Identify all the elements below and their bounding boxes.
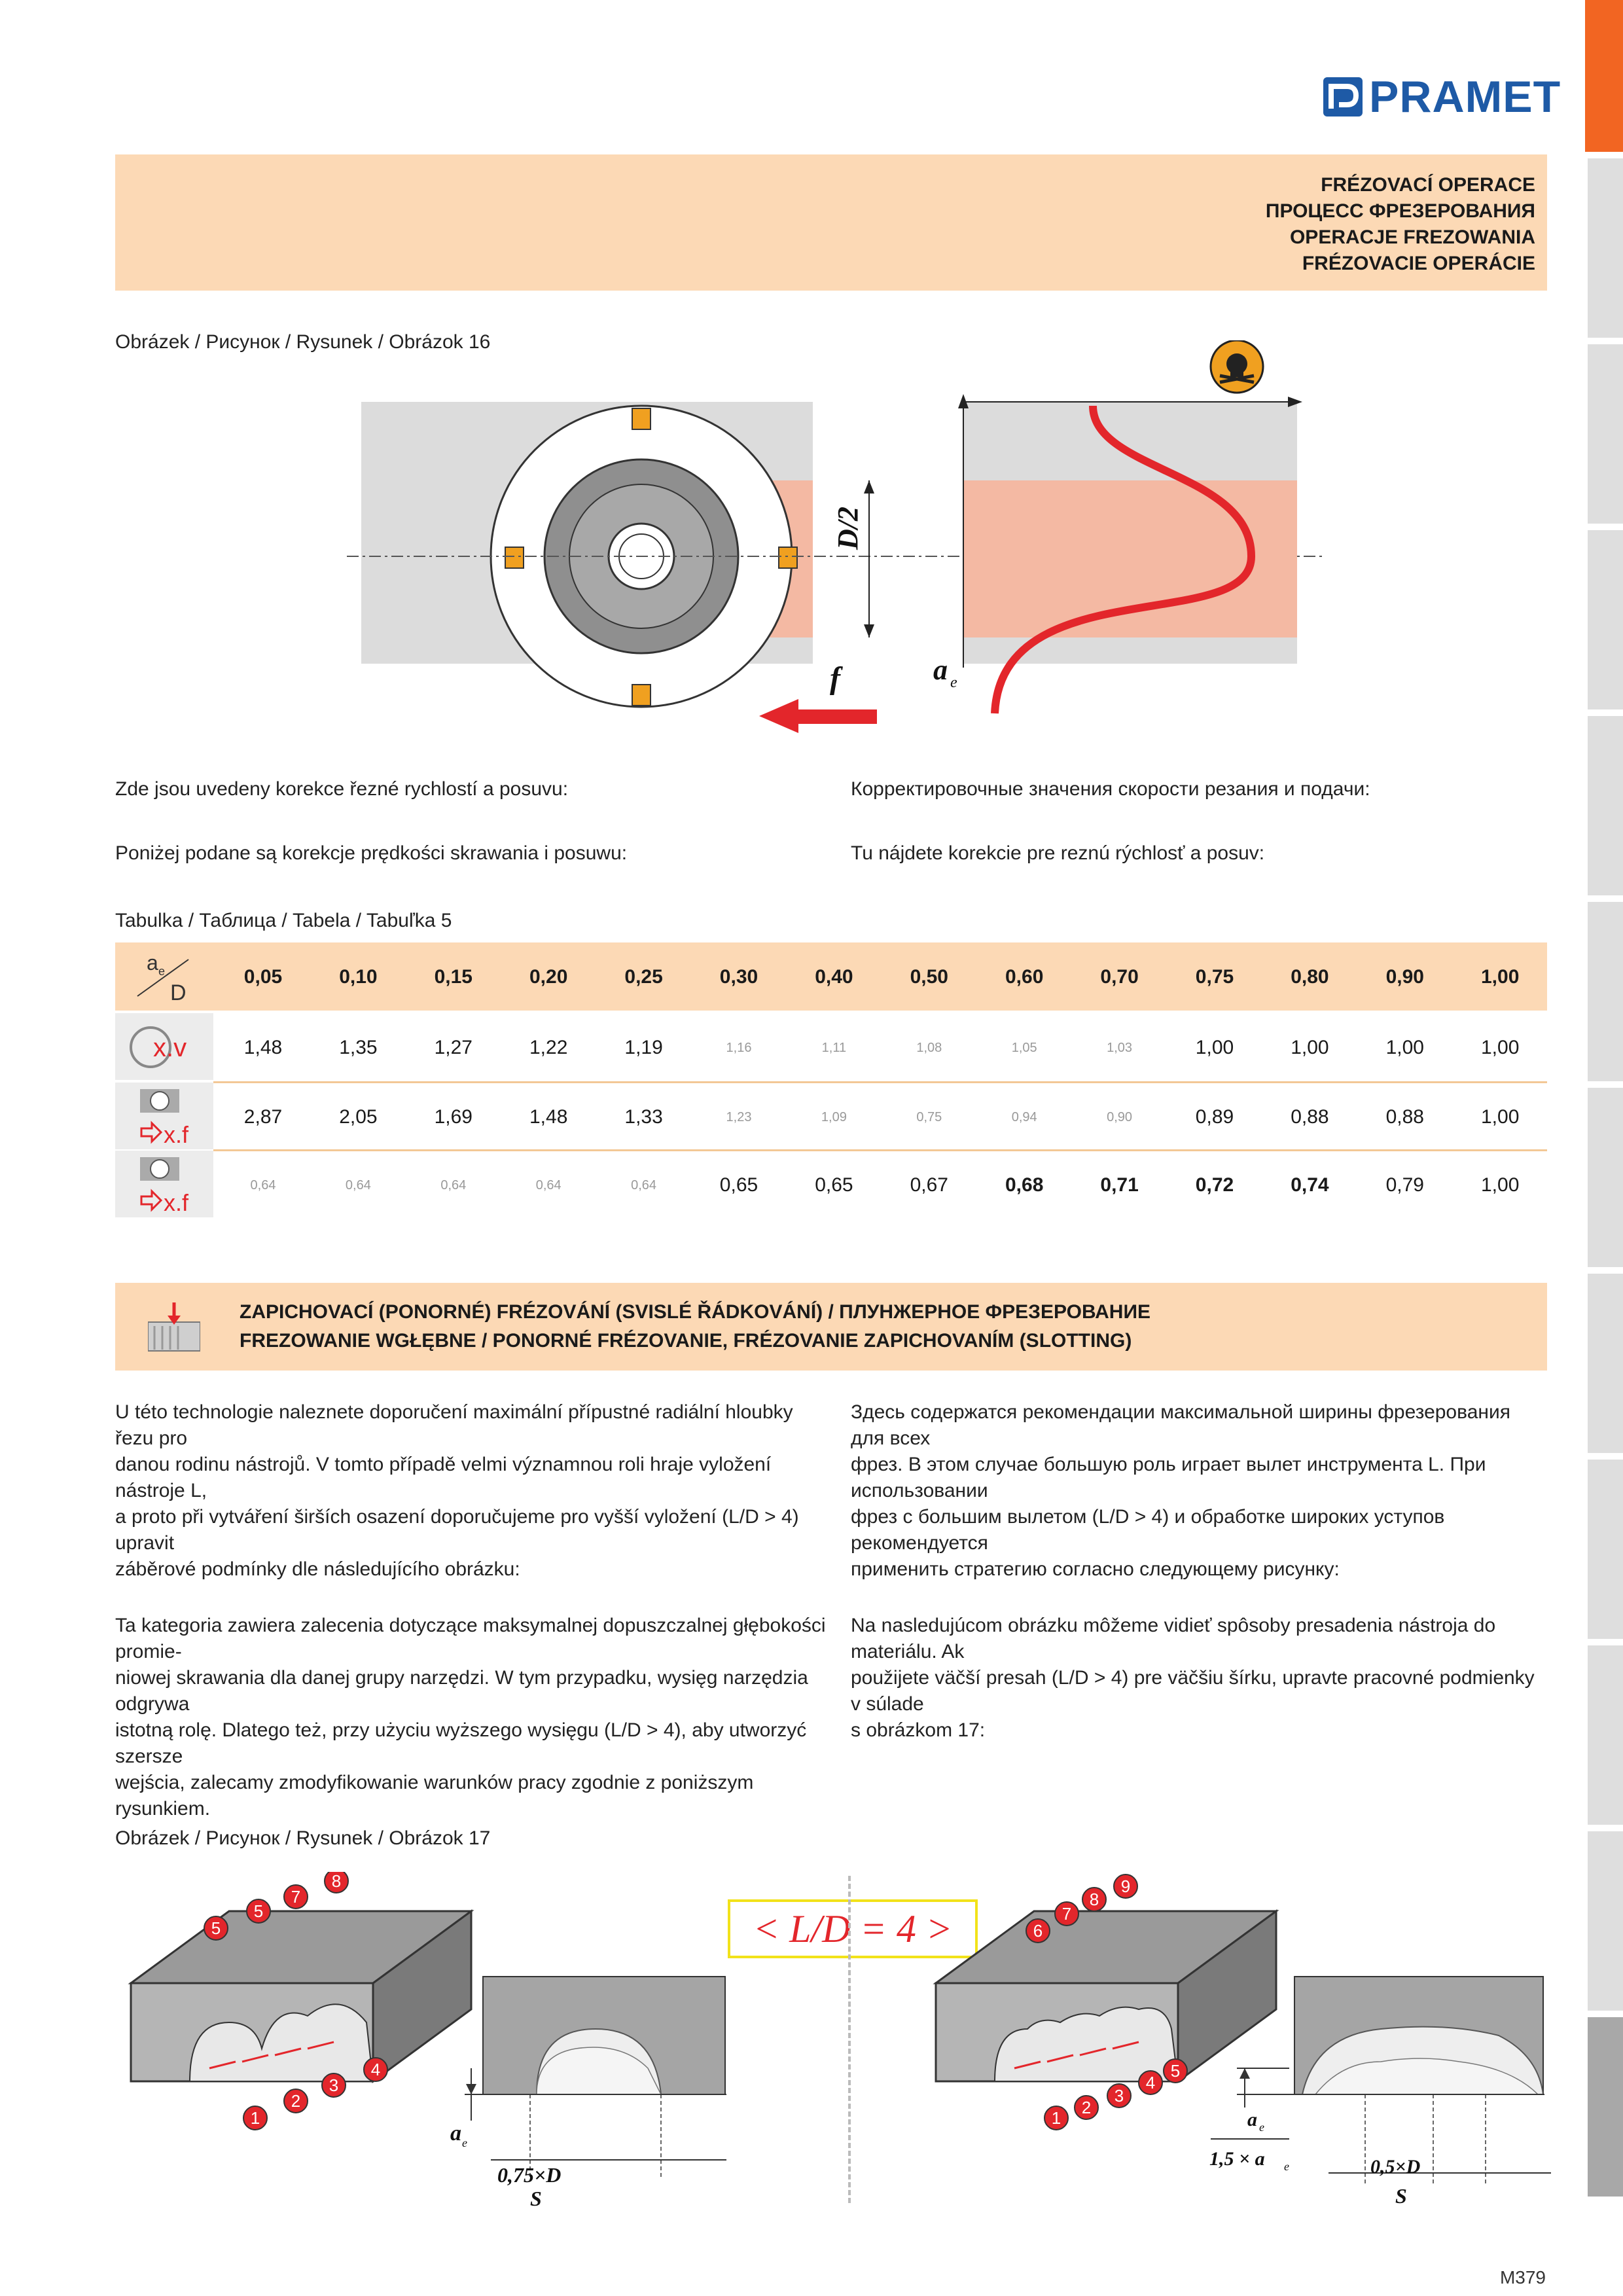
table-cell: 1,09 (821, 1110, 847, 1124)
column-header: 0,40 (815, 966, 853, 988)
section-title-2: FREZOWANIE WGŁĘBNE / PONORNÉ FRÉZOVANIE, FRÉZOVANIE ZAPICHOVANÍM (SLOTTING) (240, 1330, 1132, 1352)
paragraph-sk-line: použijete väčší presah (L/D > 4) pre väčšiu šírku, upravte pracovné podmienky v súlade (851, 1667, 1535, 1715)
table-cell: 0,90 (1107, 1110, 1133, 1124)
feed-correction-label: x.f (164, 1189, 189, 1216)
side-tab[interactable] (1588, 1088, 1623, 1267)
side-tab[interactable] (1588, 902, 1623, 1081)
row-icon-speed (115, 1013, 213, 1080)
paragraph-ru-line: применить стратегию согласно следующему рисунку: (851, 1558, 1340, 1580)
pass-number: 3 (1114, 2086, 1124, 2106)
intro-pl: Poniżej podane są korekcje prędkości skrawania i posuwu: (115, 842, 628, 864)
table-cell: 1,33 (624, 1106, 663, 1128)
paragraph-pl-line: Ta kategoria zawiera zalecenia dotyczące maksymalnej dopuszczalnej głębokości promie- (115, 1615, 826, 1662)
table-cell: 1,00 (1385, 1037, 1424, 1058)
ld-ratio-label: < L/D = 4 > (728, 1899, 978, 1958)
side-tab[interactable] (1588, 158, 1623, 338)
left-s-label: S (530, 2187, 542, 2210)
ae-label: a (933, 654, 948, 686)
side-tab[interactable] (1588, 1274, 1623, 1453)
column-header: 0,70 (1100, 966, 1139, 988)
right-s-label: S (1395, 2184, 1407, 2208)
table-cell: 1,03 (1107, 1041, 1133, 1055)
paragraph-cz-line: U této technologie naleznete doporučení maximální přípustné radiální hloubky řezu pro (115, 1401, 793, 1449)
table-cell: 1,22 (529, 1037, 568, 1058)
table-cell: 1,00 (1480, 1106, 1520, 1128)
row-icon-feed-2 (115, 1151, 213, 1217)
pass-number: 5 (253, 1901, 264, 1921)
paragraph-pl (115, 1613, 829, 1822)
ae-sub: e (950, 674, 957, 691)
figure17-divider (848, 1876, 851, 2203)
table-cell: 0,88 (1385, 1106, 1424, 1128)
right-dim-ae-label: 1,5 × a (1209, 2148, 1265, 2170)
side-tab[interactable] (1588, 1460, 1623, 1639)
ae-d-header-icon (115, 942, 213, 1011)
pass-number: 4 (370, 2060, 381, 2079)
paragraph-pl-line: istotną rolę. Dlatego też, przy użyciu wyższego wysięgu (L/D > 4), aby utworzyć szersze (115, 1719, 807, 1767)
figure16-diagram (327, 340, 1322, 733)
header-line-ru: ПРОЦЕСС ФРЕЗЕРОВАНИЯ (1265, 200, 1535, 222)
paragraph-pl-line: niowej skrawania dla danej grupy narzędzi. W tym przypadku, wysięg narzędzia odgrywa (115, 1667, 808, 1715)
header-icon-sub: e (158, 965, 166, 978)
table-cell: 0,88 (1291, 1106, 1329, 1128)
table-caption: Tabulka / Таблица / Tabela / Tabuľka 5 (115, 910, 452, 931)
paragraph-sk (851, 1613, 1544, 1744)
table-cell: 1,69 (434, 1106, 473, 1128)
table-cell: 0,64 (631, 1178, 657, 1193)
paragraph-ru-line: фрез с большим вылетом (L/D > 4) и обработке широких уступов рекомендуется (851, 1506, 1445, 1554)
column-header: 0,60 (1005, 966, 1044, 988)
brand-name: PRAMET (1369, 72, 1561, 122)
insert-bottom (632, 685, 651, 706)
figure17-caption: Obrázek / Рисунок / Rysunek / Obrázok 17 (115, 1827, 491, 1849)
insert-left (505, 547, 524, 568)
table-cell: 1,16 (726, 1041, 752, 1055)
pass-number: 6 (1033, 1921, 1043, 1941)
left-ae-label: a (450, 2121, 461, 2145)
section-header (115, 154, 1547, 291)
column-header: 0,25 (624, 966, 663, 988)
right-ae-label: a (1247, 2109, 1257, 2130)
column-header: 0,50 (910, 966, 948, 988)
table-cell: 0,74 (1291, 1174, 1329, 1196)
table-cell: 0,64 (535, 1178, 562, 1193)
header-icon-top: a (147, 951, 158, 975)
row-divider (213, 1149, 1547, 1151)
table-cell: 1,48 (243, 1037, 283, 1058)
left-dim-label: 0,75×D (497, 2163, 562, 2187)
side-tab-current[interactable] (1588, 2017, 1623, 2197)
table-cell: 0,65 (719, 1174, 758, 1196)
plunge-section-header (115, 1283, 1547, 1371)
column-header: 1,00 (1480, 966, 1520, 988)
d2-label: D/2 (832, 507, 864, 550)
feed-label: f (830, 661, 840, 696)
table-cell: 1,08 (916, 1041, 942, 1055)
table-cell: 1,48 (529, 1106, 568, 1128)
column-header: 0,30 (719, 966, 758, 988)
pass-number: 5 (1170, 2061, 1181, 2081)
table-cell: 0,68 (1005, 1174, 1044, 1196)
paragraph-sk-line: s obrázkom 17: (851, 1719, 986, 1741)
intro-sk: Tu nájdete korekcie pre reznú rýchlosť a posuv: (851, 842, 1265, 864)
header-line-pl: OPERACJE FREZOWANIA (1289, 226, 1535, 248)
pass-number: 3 (329, 2075, 339, 2095)
figure17-right-diagram (923, 1872, 1551, 2212)
header-line-sk: FRÉZOVACIE OPERÁCIE (1302, 253, 1535, 274)
pass-number: 7 (1061, 1904, 1072, 1924)
column-header: 0,20 (529, 966, 568, 988)
pass-number: 7 (291, 1887, 301, 1907)
table-cell: 0,71 (1100, 1174, 1139, 1196)
table-cell: 1,00 (1291, 1037, 1329, 1058)
figure16-caption: Obrázek / Рисунок / Rysunek / Obrázok 16 (115, 331, 491, 353)
pass-number: 1 (250, 2108, 260, 2128)
feed-arrow (759, 699, 877, 733)
row-icon-feed-1 (115, 1083, 213, 1149)
header-line-cz: FRÉZOVACÍ OPERACE (1321, 174, 1535, 196)
paragraph-cz-line: záběrové podmínky dle následujícího obrázku: (115, 1558, 520, 1580)
table-cell: 0,75 (916, 1110, 942, 1124)
paragraph-cz-line: a proto při vytváření širších osazení doporučujeme pro vyšší vyložení (L/D > 4) upravit (115, 1506, 799, 1554)
table-cell: 1,23 (726, 1110, 752, 1124)
intro-ru: Корректировочные значения скорости резания и подачи: (851, 778, 1370, 800)
intro-cz: Zde jsou uvedeny korekce řezné rychlostí a posuvu: (115, 778, 569, 800)
side-tabs (1585, 0, 1623, 2296)
table-cell: 0,64 (440, 1178, 467, 1193)
pass-number: 8 (1089, 1890, 1099, 1909)
table-cell: 1,05 (1011, 1041, 1037, 1055)
table-cell: 0,89 (1195, 1106, 1234, 1128)
side-tab[interactable] (1588, 530, 1623, 709)
table-cell: 2,87 (243, 1106, 283, 1128)
table-cell: 1,35 (339, 1037, 378, 1058)
pass-number: 1 (1051, 2108, 1061, 2128)
paragraph-ru-line: Здесь содержатся рекомендации максимальной ширины фрезерования для всех (851, 1401, 1510, 1449)
right-ae-sub: e (1259, 2121, 1264, 2134)
left-ae-sub: e (462, 2136, 467, 2149)
section-title-1: ZAPICHOVACÍ (PONORNÉ) FRÉZOVÁNÍ (SVISLÉ ŘÁDKOVÁNÍ) / ПЛУНЖЕРНОЕ ФРЕЗЕРОВАНИЕ (240, 1301, 1151, 1323)
pass-number: 9 (1120, 1876, 1131, 1896)
table-cell: 0,64 (250, 1178, 276, 1193)
pass-number: 4 (1145, 2073, 1156, 2092)
column-header: 0,90 (1385, 966, 1424, 988)
column-header: 0,80 (1291, 966, 1329, 988)
column-header: 0,75 (1195, 966, 1234, 988)
side-tab[interactable] (1588, 1645, 1623, 1825)
table-cell: 1,00 (1480, 1174, 1520, 1196)
column-header: 0,10 (339, 966, 378, 988)
toxic-skull-icon (1211, 340, 1263, 393)
table-cell: 0,64 (345, 1178, 371, 1193)
table-cell: 0,94 (1011, 1110, 1037, 1124)
brand-logo (1322, 72, 1561, 122)
column-header: 0,15 (434, 966, 473, 988)
feed-correction-label: x.f (164, 1121, 189, 1148)
table-cell: 2,05 (339, 1106, 378, 1128)
table-cell: 0,65 (815, 1174, 853, 1196)
right-dim-ae-sub: e (1284, 2160, 1289, 2173)
paragraph-cz-line: danou rodinu nástrojů. V tomto případě velmi významnou roli hraje vyložení nástroje L, (115, 1454, 772, 1501)
table-cell: 0,72 (1195, 1174, 1234, 1196)
plunge-milling-icon (148, 1300, 200, 1352)
side-tab[interactable] (1588, 716, 1623, 895)
header-icon-bottom: D (170, 980, 187, 1005)
row-divider (213, 1081, 1547, 1083)
figure17-left-diagram (124, 1872, 733, 2212)
table-cell: 0,67 (910, 1174, 948, 1196)
insert-top (632, 408, 651, 429)
table-cell: 1,27 (434, 1037, 473, 1058)
side-tab-active[interactable] (1585, 0, 1623, 152)
paragraph-cz (115, 1399, 822, 1583)
insert-right (779, 547, 797, 568)
side-tab[interactable] (1588, 344, 1623, 524)
speed-correction-label: x.v (153, 1033, 187, 1062)
table-cell: 1,00 (1195, 1037, 1234, 1058)
table-cell: 1,11 (821, 1041, 847, 1055)
column-header: 0,05 (243, 966, 283, 988)
side-tab[interactable] (1588, 1831, 1623, 2011)
pass-number: 8 (331, 1872, 342, 1891)
table-cell: 0,79 (1385, 1174, 1424, 1196)
right-dim-label: 0,5×D (1370, 2156, 1421, 2178)
paragraph-ru (851, 1399, 1544, 1583)
pass-number: 2 (291, 2091, 301, 2111)
table-cell: 1,00 (1480, 1037, 1520, 1058)
pass-number: 2 (1081, 2098, 1092, 2117)
engagement-band-right (963, 480, 1297, 637)
page-number: M379 (1499, 2267, 1546, 2287)
paragraph-ru-line: фрез. В этом случае большую роль играет вылет инструмента L. При использовании (851, 1454, 1486, 1501)
table-cell: 1,19 (624, 1037, 663, 1058)
paragraph-pl-line: wejścia, zalecamy zmodyfikowanie warunków pracy zgodnie z poniższym rysunkiem. (115, 1772, 754, 1820)
pass-number: 5 (211, 1918, 221, 1938)
paragraph-sk-line: Na nasledujúcom obrázku môžeme vidieť spôsoby presadenia nástroja do materiálu. Ak (851, 1615, 1496, 1662)
pramet-logo-icon (1322, 76, 1364, 118)
